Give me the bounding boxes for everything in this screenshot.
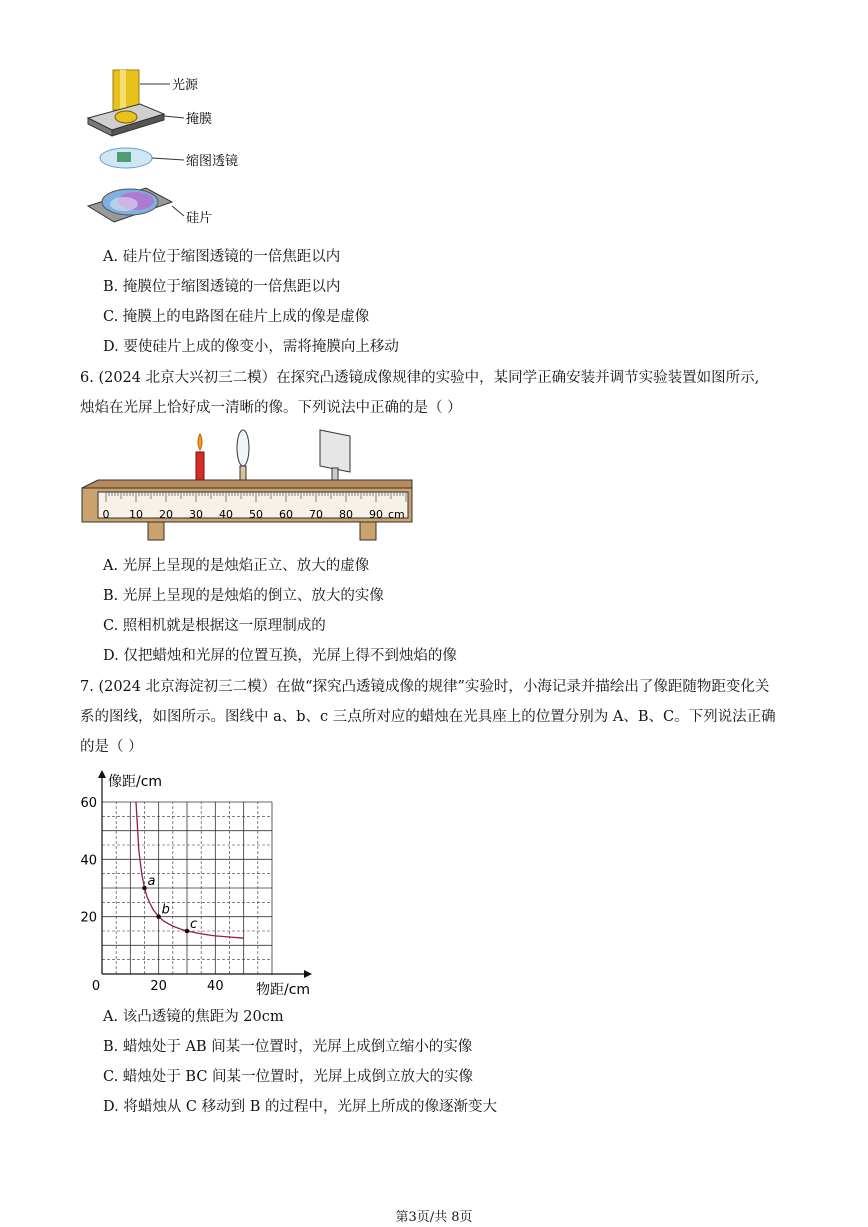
x-axis-label: 物距/cm <box>256 982 311 998</box>
y-tick-label: 60 <box>80 796 97 811</box>
q7-stem-line2: 系的图线，如图所示。图线中 a、b、c 三点所对应的蜡烛在光具座上的位置分别为 A、B、C。下列说法正确 <box>80 709 776 725</box>
y-axis-label: 像距/cm <box>108 774 163 790</box>
image-distance-chart <box>72 766 332 1002</box>
q6-option-d[interactable]: D. 仅把蜡烛和光屏的位置互换，光屏上得不到烛焰的像 <box>103 648 457 664</box>
q7-option-b[interactable]: B. 蜡烛处于 AB 间某一位置时，光屏上成倒立缩小的实像 <box>103 1039 473 1055</box>
q7-option-d[interactable]: D. 将蜡烛从 C 移动到 B 的过程中，光屏上所成的像逐渐变大 <box>103 1099 498 1115</box>
q6-stem-line2: 烛焰在光屏上恰好成一清晰的像。下列说法中正确的是（ ） <box>80 400 462 416</box>
data-point-label: a <box>147 874 156 889</box>
label-wafer: 硅片 <box>186 211 213 226</box>
page-footer: 第3页/共 8页 <box>395 1210 473 1225</box>
data-point-label: c <box>190 917 198 932</box>
bench-tick-label: 30 <box>189 508 203 521</box>
chart-grid <box>102 802 272 974</box>
q7-stem-line3: 的是（ ） <box>80 739 143 755</box>
x-axis-arrow-icon <box>304 970 312 978</box>
q5-option-a[interactable]: A. 硅片位于缩图透镜的一倍焦距以内 <box>103 249 341 265</box>
q7-option-a[interactable]: A. 该凸透镜的焦距为 20cm <box>103 1009 284 1025</box>
data-point-c <box>185 929 190 934</box>
data-point-b <box>156 914 161 919</box>
bench-tick-label: 70 <box>309 508 323 521</box>
bench-tick-label: 20 <box>159 508 173 521</box>
bench-unit: cm <box>388 508 405 521</box>
y-axis-arrow-icon <box>98 770 106 778</box>
x-tick-label: 0 <box>91 979 101 994</box>
q6-option-c[interactable]: C. 照相机就是根据这一原理制成的 <box>103 618 326 634</box>
q6-option-b[interactable]: B. 光屏上呈现的是烛焰的倒立、放大的实像 <box>103 588 384 604</box>
label-lens: 缩图透镜 <box>186 154 239 169</box>
x-tick-label: 20 <box>150 979 167 994</box>
bench-tick-label: 90 <box>369 508 383 521</box>
data-point-a <box>142 886 147 891</box>
bench-tick-label: 10 <box>129 508 143 521</box>
q5-option-b[interactable]: B. 掩膜位于缩图透镜的一倍焦距以内 <box>103 279 341 295</box>
bench-tick-label: 0 <box>102 508 110 521</box>
data-point-label: b <box>161 902 170 918</box>
q7-stem-line1: 7. (2024 北京海淀初三二模）在做“探究凸透镜成像的规律”实验时，小海记录并描绘出了像距随物距变化关 <box>80 679 770 695</box>
q6-option-a[interactable]: A. 光屏上呈现的是烛焰正立、放大的虚像 <box>103 558 370 574</box>
optical-bench-figure <box>78 428 418 546</box>
bench-tick-label: 80 <box>339 508 353 521</box>
q6-stem-line1: 6. (2024 北京大兴初三二模）在探究凸透镜成像规律的实验中，某同学正确安装并调节实验装置如图所示, <box>80 370 760 386</box>
bench-tick-label: 50 <box>249 508 263 521</box>
y-tick-label: 20 <box>80 910 97 926</box>
q5-option-c[interactable]: C. 掩膜上的电路图在硅片上成的像是虚像 <box>103 309 370 325</box>
y-tick-label: 40 <box>80 853 97 869</box>
x-tick-label: 40 <box>207 979 224 994</box>
bench-tick-label: 60 <box>279 508 293 521</box>
q7-option-c[interactable]: C. 蜡烛处于 BC 间某一位置时，光屏上成倒立放大的实像 <box>103 1069 474 1085</box>
bench-tick-label: 40 <box>219 508 233 521</box>
q5-option-d[interactable]: D. 要使硅片上成的像变小，需将掩膜向上移动 <box>103 339 399 355</box>
label-mask: 掩膜 <box>186 112 213 127</box>
lithography-figure <box>80 66 260 236</box>
label-light-source: 光源 <box>172 78 199 93</box>
